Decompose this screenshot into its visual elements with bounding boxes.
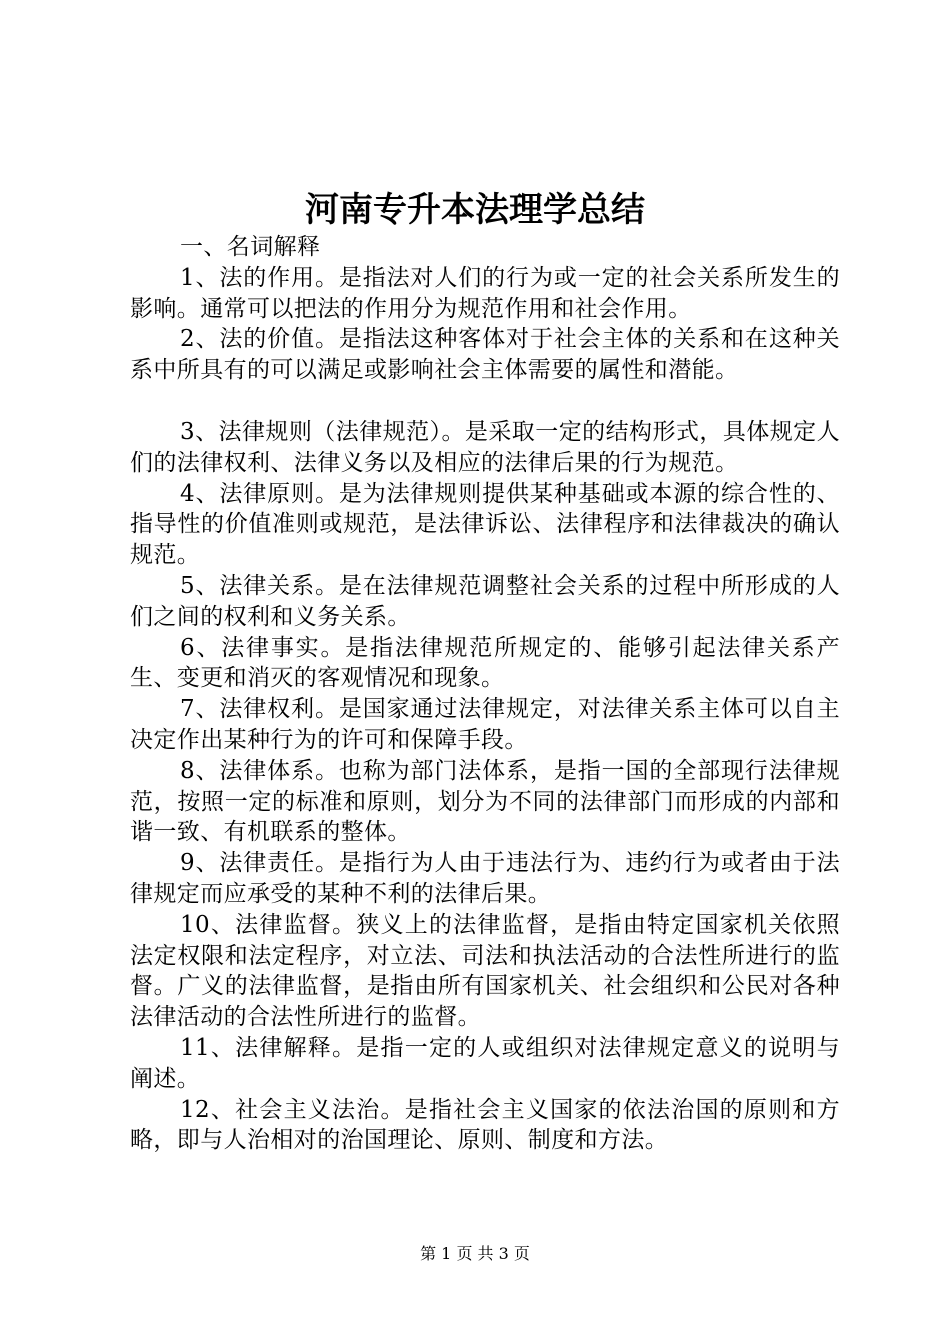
paragraph-3: 3、法律规则（法律规范）。是采取一定的结构形式，具体规定人们的法律权利、法律义务以及相应的法律后果的行为规范。 <box>130 418 840 476</box>
paragraph-4: 4、法律原则。是为法律规则提供某种基础或本源的综合性的、指导性的价值准则或规范，是法律诉讼、法律程序和法律裁决的确认规范。 <box>130 480 840 569</box>
section-heading: 一、名词解释 <box>180 234 321 260</box>
paragraph-5: 5、法律关系。是在法律规范调整社会关系的过程中所形成的人们之间的权利和义务关系。 <box>130 572 840 630</box>
paragraph-7: 7、法律权利。是国家通过法律规定，对法律关系主体可以自主决定作出某种行为的许可和保障手段。 <box>130 696 840 753</box>
document-body <box>130 232 840 1156</box>
paragraph-8: 8、法律体系。也称为部门法体系，是指一国的全部现行法律规范，按照一定的标准和原则，划分为不同的法律部门而形成的内部和谐一致、有机联系的整体。 <box>130 757 840 846</box>
paragraph-6: 6、法律事实。是指法律规范所规定的、能够引起法律关系产生、变更和消灭的客观情况和现象。 <box>130 634 840 692</box>
paragraph-11: 11、法律解释。是指一定的人或组织对法律规定意义的说明与阐述。 <box>130 1034 840 1092</box>
page-footer: 第 1 页 共 3 页 <box>420 1244 530 1263</box>
paragraph-2: 2、法的价值。是指法这种客体对于社会主体的关系和在这种关系中所具有的可以满足或影响社会主体需要的属性和潜能。 <box>130 326 840 384</box>
paragraph-1: 1、法的作用。是指法对人们的行为或一定的社会关系所发生的影响。通常可以把法的作用分为规范作用和社会作用。 <box>130 264 840 322</box>
paragraph-10: 10、法律监督。狭义上的法律监督，是指由特定国家机关依照法定权限和法定程序，对立法、司法和执法活动的合法性所进行的监督。广义的法律监督，是指由所有国家机关、社会组织和公民对各种法律活动的合法性所进行的监督。 <box>130 911 840 1031</box>
paragraph-12: 12、社会主义法治。是指社会主义国家的依法治国的原则和方略，即与人治相对的治国理论、原则、制度和方法。 <box>130 1096 840 1154</box>
document-title: 河南专升本法理学总结 <box>305 190 645 230</box>
paragraph-9: 9、法律责任。是指行为人由于违法行为、违约行为或者由于法律规定而应承受的某种不利的法律后果。 <box>130 850 840 907</box>
